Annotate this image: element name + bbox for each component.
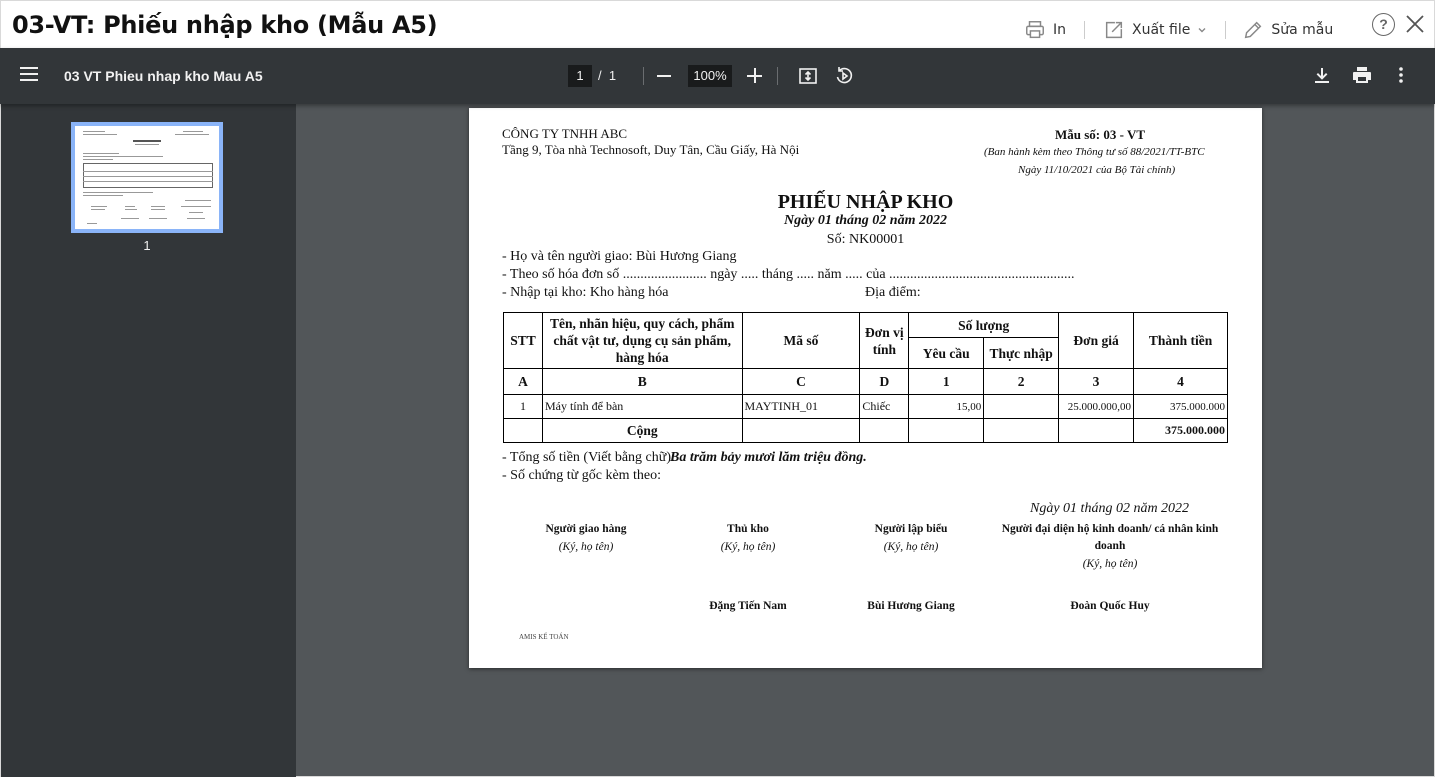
printer-icon[interactable] (1352, 66, 1372, 84)
total-words-value: Ba trăm bảy mươi lăm triệu đồng. (670, 450, 867, 465)
rotate-icon[interactable] (834, 66, 854, 86)
signature-block (693, 521, 803, 553)
signature-role: Người lập biểu (874, 523, 948, 535)
document-date: Ngày 01 tháng 02 năm 2022 (784, 213, 947, 228)
printer-icon (1024, 19, 1046, 41)
divider (1084, 21, 1085, 39)
export-file-button[interactable] (1103, 19, 1207, 41)
form-number: Mẫu số: 03 - VT (1055, 127, 1146, 142)
page-total (598, 68, 616, 83)
col-code-c: C (742, 369, 860, 395)
more-options-icon[interactable] (1398, 66, 1404, 84)
location-line: Địa điểm: (865, 285, 921, 300)
menu-icon[interactable] (20, 67, 38, 81)
document-number: Số: NK00001 (826, 232, 905, 247)
pdf-filename: 03 VT Phieu nhap kho Mau A5 (64, 68, 263, 84)
col-code-4: 4 (1134, 369, 1228, 395)
header-unit-price: Đơn giá (1059, 313, 1134, 369)
invoice-line: - Theo số hóa đơn số ........................ ngày ..... tháng ..... năm ..... của ..................................................... (502, 267, 1075, 282)
zoom-out-button[interactable] (657, 75, 671, 77)
header-amount: Thành tiền (1134, 313, 1228, 369)
signature-note: (Ký, họ tên) (558, 541, 614, 553)
signature-note: (Ký, họ tên) (720, 541, 776, 553)
row-qty-requested: 15,00 (909, 395, 984, 419)
col-code-b: B (542, 369, 742, 395)
page-separator: / (598, 68, 602, 83)
pencil-icon (1242, 19, 1264, 41)
total-row (504, 419, 1228, 443)
company-address: Tầng 9, Tòa nhà Technosoft, Duy Tân, Cầu Giấy, Hà Nội (502, 142, 800, 157)
dialog-title: 03-VT: Phiếu nhập kho (Mẫu A5) (12, 11, 438, 39)
edit-template-button[interactable] (1242, 19, 1333, 41)
header-quantity: Số lượng (909, 313, 1059, 338)
col-code-1: 1 (909, 369, 984, 395)
header-stt: STT (504, 313, 543, 369)
divider (777, 67, 778, 85)
page-number-input[interactable]: 1 (568, 65, 592, 87)
col-code-d: D (860, 369, 909, 395)
zoom-input[interactable]: 100% (688, 65, 732, 87)
signature-note: (Ký, họ tên) (1082, 558, 1138, 570)
header-qty-actual: Thực nhập (984, 338, 1059, 369)
row-qty-actual (984, 395, 1059, 419)
pdf-toolbar (0, 48, 1435, 104)
col-code-a: A (504, 369, 543, 395)
chevron-down-icon (1197, 25, 1207, 35)
row-unit: Chiếc (860, 395, 909, 419)
warehouse-line: - Nhập tại kho: Kho hàng hóa (502, 285, 669, 300)
signature-date: Ngày 01 tháng 02 năm 2022 (1030, 501, 1190, 516)
row-item-name: Máy tính để bàn (542, 395, 742, 419)
form-description: (Ban hành kèm theo Thông tư số 88/2021/TT-BTC (984, 146, 1205, 158)
footer-brand: AMIS KẾ TOÁN (519, 633, 569, 641)
edit-template-label: Sửa mẫu (1271, 22, 1334, 38)
dialog-header (0, 0, 1435, 48)
original-documents: - Số chứng từ gốc kèm theo: (502, 468, 662, 483)
signer-name: Đoàn Quốc Huy (1070, 600, 1150, 612)
header-qty-requested: Yêu cầu (909, 338, 984, 369)
page-total-value: 1 (608, 68, 617, 83)
header-unit: Đơn vị tính (860, 313, 909, 369)
total-label: Cộng (542, 419, 742, 443)
items-table (503, 312, 1228, 443)
document-page (469, 108, 1262, 668)
zoom-in-button[interactable] (747, 68, 762, 83)
row-code: MAYTINH_01 (742, 395, 860, 419)
row-amount: 375.000.000 (1134, 395, 1228, 419)
divider (1225, 21, 1226, 39)
row-stt: 1 (504, 395, 543, 419)
company-name: CÔNG TY TNHH ABC (502, 126, 628, 141)
table-row (504, 395, 1228, 419)
col-code-2: 2 (984, 369, 1059, 395)
signature-role: Người giao hàng (545, 523, 627, 535)
row-unit-price: 25.000.000,00 (1059, 395, 1134, 419)
header-code: Mã số (742, 313, 860, 369)
export-icon (1103, 19, 1125, 41)
page-thumbnail[interactable] (71, 122, 223, 233)
divider (643, 67, 644, 85)
signature-note: (Ký, họ tên) (883, 541, 939, 553)
signature-role: Thủ kho (727, 523, 769, 535)
total-amount: 375.000.000 (1134, 419, 1228, 443)
signature-role: Người đại diện hộ kinh doanh/ cá nhân kinh doanh (1001, 523, 1219, 552)
signer-name: Bùi Hương Giang (867, 600, 955, 612)
thumbnail-sidebar (0, 104, 296, 777)
total-words-label: - Tổng số tiền (Viết bằng chữ): (502, 450, 675, 465)
col-code-3: 3 (1059, 369, 1134, 395)
close-icon[interactable] (1403, 12, 1427, 36)
deliverer-line: - Họ và tên người giao: Bùi Hương Giang (502, 249, 737, 264)
signature-block (531, 521, 641, 553)
signature-block (999, 521, 1221, 570)
header-actions (1024, 15, 1333, 45)
document-viewport[interactable] (296, 104, 1435, 777)
print-label: In (1053, 22, 1067, 38)
signature-block (856, 521, 966, 553)
fit-page-icon[interactable] (798, 67, 818, 85)
signer-name: Đặng Tiến Nam (709, 600, 787, 612)
download-icon[interactable] (1313, 66, 1331, 84)
export-label: Xuất file (1132, 22, 1191, 38)
document-title: PHIẾU NHẬP KHO (777, 191, 954, 213)
thumbnail-page-number: 1 (143, 238, 151, 253)
help-icon[interactable]: ? (1372, 13, 1395, 36)
header-item-name: Tên, nhãn hiệu, quy cách, phẩm chất vật tư, dụng cụ sản phẩm, hàng hóa (542, 313, 742, 369)
form-description-date: Ngày 11/10/2021 của Bộ Tài chính) (1018, 164, 1176, 176)
print-button[interactable] (1024, 19, 1066, 41)
